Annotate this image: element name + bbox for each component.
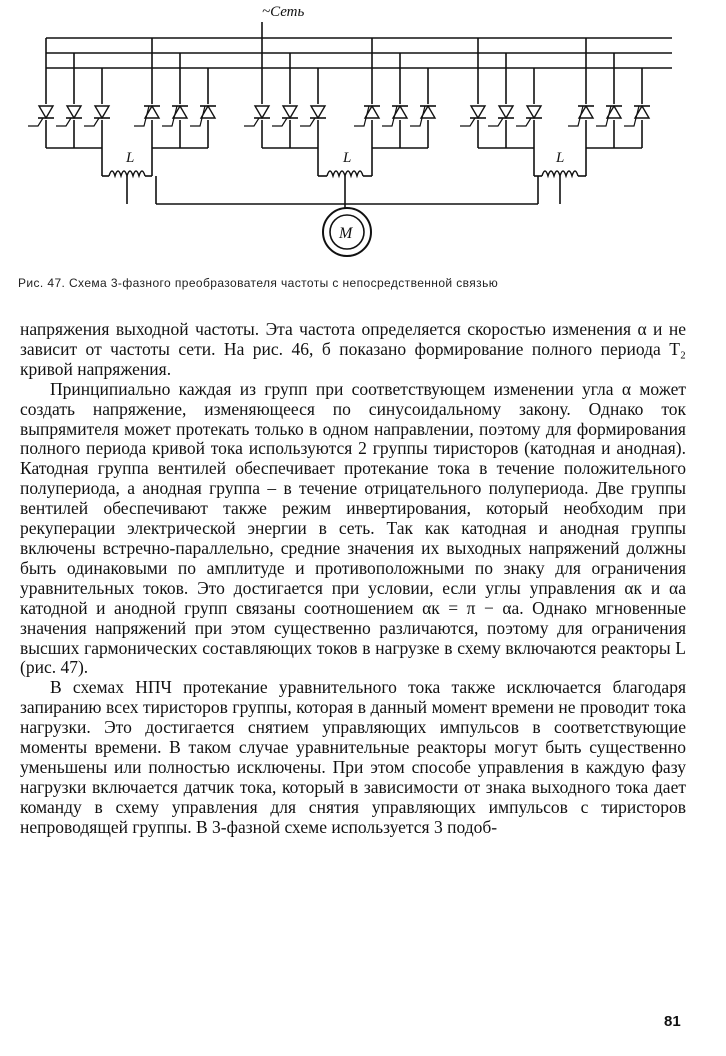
paragraph-2: Принципиально каждая из групп при соответствующем изменении угла α может создать напряжение, изменяющееся по синусоидальному закону. Однако ток выпрямителя может протекать только в одном направлении, поэтому для формирования полного периода кривой тока используются 2 группы тиристоров (катодная и анодная). Катодная группа вентилей обеспечивает протекание тока в течение положительного полупериода, а анодная группа – в течение отрицательного полупериода. Две группы вентилей обеспечивают также режим инвертирования, который необходим при рекуперации электрической энергии в сеть. Так как катодная и анодная группы включены встречно-параллельно, средние значения их выходных напряжений должны быть одинаковыми по амплитуде и противоположными по знаку для ограничения уравнительных токов. Это достигается при условии, если углы управления αк и αа катодной и анодной групп связаны соотношением αк = π − αа. Однако мгновенные значения напряжений при этом существенно различаются, поэтому для ограничения высших гармонических составляющих токов в нагрузке в схему включаются реакторы L (рис. 47). — [20, 378, 686, 678]
thyristor-gate — [460, 118, 475, 126]
thyristor-gate — [84, 118, 99, 126]
thyristor-gate — [272, 118, 287, 126]
reactor-coil — [542, 171, 578, 176]
thyristor-icon — [283, 106, 297, 118]
thyristor-gate — [488, 118, 503, 126]
source-label: ~Сеть — [262, 4, 305, 20]
page-number: 81 — [664, 1013, 681, 1030]
thyristor-gate — [134, 106, 149, 126]
thyristor-gate — [300, 118, 315, 126]
thyristor-gate — [568, 106, 583, 126]
reactor-coil — [109, 171, 145, 176]
thyristor-gate — [190, 106, 205, 126]
thyristor-icon — [471, 106, 485, 118]
reactor-coil — [327, 171, 363, 176]
thyristor-icon — [311, 106, 325, 118]
thyristor-gate — [624, 106, 639, 126]
thyristor-gate — [354, 106, 369, 126]
reactor-label-3: L — [556, 150, 565, 166]
thyristor-gate — [382, 106, 397, 126]
thyristor-icon — [95, 106, 109, 118]
paragraph-3: В схемах НПЧ протекание уравнительного тока также исключается благодаря запиранию всех тиристоров группы, которая в данный момент времени не проводит тока нагрузки. Это достигается снятием управляющих импульсов в соответствующие моменты времени. В таком случае уравнительные реакторы могут быть существенно уменьшены или полностью исключены. При этом способе управления в каждую фазу нагрузки включается датчик тока, который в зависимости от знака выходного тока дает команду в схему управления для снятия управляющих импульсов с тиристоров непроводящей группы. В 3-фазной схеме используется 3 подоб- — [20, 677, 686, 837]
motor-label: M — [339, 225, 353, 242]
thyristor-gate — [410, 106, 425, 126]
body-text — [20, 320, 686, 838]
thyristor-gate — [244, 118, 259, 126]
paragraph-1: напряжения выходной частоты. Эта частота определяется скоростью изменения α и не зависит от частоты сети. На рис. 46, б показано формирование полного периода T₂ кривой напряжения. — [20, 319, 686, 379]
thyristor-gate — [162, 106, 177, 126]
thyristor-icon — [499, 106, 513, 118]
reactor-label-2: L — [343, 150, 352, 166]
thyristor-gate — [596, 106, 611, 126]
circuit-figure — [0, 0, 726, 272]
thyristor-gate — [56, 118, 71, 126]
thyristor-gate — [28, 118, 43, 126]
reactor-label-1: L — [126, 150, 135, 166]
thyristor-gate — [516, 118, 531, 126]
thyristor-icon — [255, 106, 269, 118]
thyristor-icon — [39, 106, 53, 118]
figure-caption: Рис. 47. Схема 3-фазного преобразователя частоты с непосредственной связью — [18, 276, 499, 290]
thyristor-icon — [67, 106, 81, 118]
thyristor-icon — [527, 106, 541, 118]
